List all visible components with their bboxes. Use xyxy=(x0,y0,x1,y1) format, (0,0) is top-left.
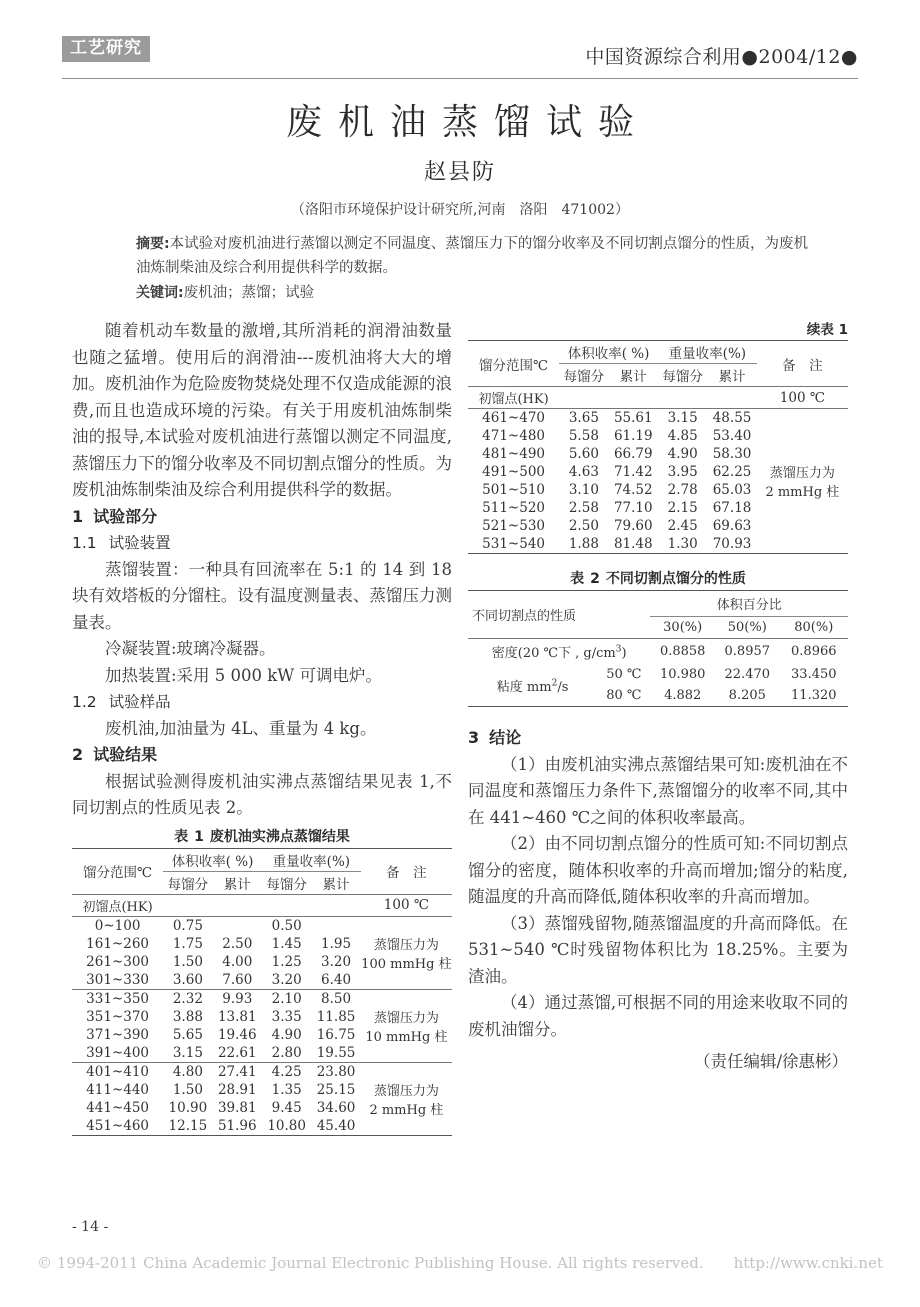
cell-wt-each: 1.30 xyxy=(667,536,698,552)
cell-value: 22.470 xyxy=(724,667,771,682)
cell-range: 481~490 xyxy=(482,446,546,462)
table-2-col-group: 体积百分比 xyxy=(650,591,848,617)
table-1-col-weight: 重量收率(%) xyxy=(262,848,361,871)
subsection-1-1-title: 试验装置 xyxy=(108,534,171,552)
note-line-1: 蒸馏压力为 xyxy=(373,1010,439,1026)
table-1-header-row-1 xyxy=(72,848,452,871)
table-1-col-range: 馏分范围℃ xyxy=(83,865,153,881)
cell-range: 261~300 xyxy=(86,953,150,970)
paragraph-1-2-1: 废机油,加油量为 4L、重量为 4 kg。 xyxy=(105,718,377,738)
table-1-cont-initial-note: 100 ℃ xyxy=(779,389,825,406)
cell-wt-each: 2.15 xyxy=(667,500,698,516)
table-1-cont-sub-wt-each: 每馏分 xyxy=(662,369,703,385)
table-2-caption-number: 2 xyxy=(590,571,600,587)
note-line-1: 蒸馏压力为 xyxy=(373,1083,439,1099)
cell-note xyxy=(361,1062,452,1135)
section-2-number: 2 xyxy=(72,745,84,764)
section-banner: 工艺研究 xyxy=(62,36,150,62)
conclusion-1: （1）由废机油实沸点蒸馏结果可知:废机油在不同温度和蒸馏压力条件下,蒸馏馏分的收率不同,其中在 441~460 ℃之间的体积收率最高。 xyxy=(468,754,848,827)
cell-vol-cum: 13.81 xyxy=(217,1008,257,1025)
table-1-continuation-label: 续表 1 xyxy=(806,322,848,338)
table-1-col-volume: 体积收率( %) xyxy=(163,848,262,871)
table-row xyxy=(468,409,848,428)
cell-range: 391~400 xyxy=(86,1044,150,1061)
cell-wt-each: 1.45 xyxy=(271,935,302,952)
cell-value: 0.8966 xyxy=(791,644,837,659)
keywords-label: 关键词: xyxy=(136,285,184,301)
page-header xyxy=(62,36,858,74)
cell-vol-each: 4.63 xyxy=(568,464,599,480)
cell-range: 441~450 xyxy=(86,1099,150,1116)
cell-range: 331~350 xyxy=(86,990,150,1007)
cell-vol-each: 2.50 xyxy=(568,518,599,534)
cell-range: 411~440 xyxy=(86,1081,150,1098)
cell-vol-each: 0.75 xyxy=(172,917,203,934)
cell-wt-cum: 69.63 xyxy=(712,518,752,534)
cell-range: 451~460 xyxy=(86,1117,150,1134)
table-1-cont-col-note: 备 注 xyxy=(782,357,823,374)
cell-wt-cum: 11.85 xyxy=(316,1008,356,1025)
cell-range: 461~470 xyxy=(482,410,546,426)
cell-wt-cum: 70.93 xyxy=(712,536,752,552)
cell-vol-cum: 71.42 xyxy=(613,464,653,480)
cell-vol-cum: 7.60 xyxy=(222,971,253,988)
cell-value: 0.8957 xyxy=(724,644,771,659)
cell-wt-cum: 53.40 xyxy=(712,428,752,444)
cell-wt-cum: 6.40 xyxy=(321,971,352,988)
table-1-cont-header-row-1 xyxy=(468,341,848,364)
cell-range: 501~510 xyxy=(482,482,546,498)
table-2-sub-col-50: 50(%) xyxy=(727,620,767,635)
cell-vol-cum: 4.00 xyxy=(222,953,253,970)
table-1-cont-sub-wt-cum: 累计 xyxy=(718,369,746,385)
table-1-caption-label: 表 xyxy=(174,828,189,845)
viscosity-label-suffix: /s xyxy=(557,679,569,695)
cell-vol-cum: 2.50 xyxy=(222,935,253,952)
cell-property-density xyxy=(468,639,650,665)
cell-vol-each: 3.65 xyxy=(568,410,599,426)
intro-paragraph: 随着机动车数量的激增,其所消耗的润滑油数量也随之猛增。使用后的润滑油---废机油将大大的增加。废机油作为危险废物焚烧处理不仅造成能源的浪费,而且也造成环境的污染。有关于用废机油炼制柴油的报导,本试验对废机油进行蒸馏以测定不同温度,蒸馏压力下的馏分收率及不同切割点馏分的性质。为废机油炼制柴油及综合利用提供科学的数据。 xyxy=(72,321,452,499)
cell-range: 491~500 xyxy=(482,464,546,480)
cell-note xyxy=(361,989,452,1062)
cell-vol-cum: 19.46 xyxy=(217,1026,257,1043)
cell-vol-cum xyxy=(213,916,262,935)
cell-wt-each: 3.95 xyxy=(667,464,698,480)
editor-credit: （责任编辑/徐惠彬） xyxy=(693,1052,848,1071)
table-2-caption-title: 不同切割点馏分的性质 xyxy=(605,571,746,587)
table-1-cont-col-weight: 重量收率(%) xyxy=(658,341,757,364)
subsection-heading-1-1 xyxy=(72,530,452,557)
cell-temperature: 80 ℃ xyxy=(606,688,642,703)
viscosity-label-sup: 2 xyxy=(551,678,558,689)
keywords-block xyxy=(136,281,808,305)
table-1-cont-sub-vol-each: 每馏分 xyxy=(563,369,605,385)
cell-range: 371~390 xyxy=(86,1026,150,1043)
table-1-sub-wt-each: 每馏分 xyxy=(266,876,307,893)
cell-wt-each: 1.25 xyxy=(271,953,302,970)
cell-temperature: 50 ℃ xyxy=(606,667,642,682)
author-name: 赵县防 xyxy=(423,160,496,185)
cell-range: 301~330 xyxy=(86,971,150,988)
cell-value: 33.450 xyxy=(791,667,837,682)
right-column xyxy=(468,318,848,1076)
section-2-title: 试验结果 xyxy=(93,745,158,764)
table-1-cont-col-volume: 体积收率( %) xyxy=(559,341,658,364)
table-1-sub-vol-each: 每馏分 xyxy=(167,876,209,893)
subsection-1-1-number: 1.1 xyxy=(72,534,97,552)
table-1-cont-body xyxy=(468,387,848,554)
cell-vol-each: 3.15 xyxy=(172,1044,203,1061)
cell-value: 8.205 xyxy=(728,688,766,703)
cell-vol-each: 10.90 xyxy=(168,1099,208,1116)
cell-note xyxy=(757,409,848,554)
cell-wt-cum: 34.60 xyxy=(316,1099,356,1116)
cell-vol-each: 5.65 xyxy=(172,1026,203,1043)
section-heading-2 xyxy=(72,742,452,769)
table-1-initial-note: 100 ℃ xyxy=(383,897,429,913)
cell-range: 471~480 xyxy=(482,428,546,444)
cell-wt-each: 3.35 xyxy=(271,1008,302,1025)
section-heading-1 xyxy=(72,504,452,531)
table-row xyxy=(72,894,452,916)
cell-wt-cum xyxy=(311,916,360,935)
cell-wt-cum: 1.95 xyxy=(321,935,352,952)
cell-vol-cum: 39.81 xyxy=(217,1099,257,1116)
cell-wt-each: 2.45 xyxy=(667,518,698,534)
table-2-sub-col-80: 80(%) xyxy=(794,620,834,635)
author-affiliation: （洛阳市环境保护设计研究所,河南 洛阳 471002） xyxy=(291,202,629,218)
table-1-head xyxy=(72,848,452,894)
table-1-body xyxy=(72,894,452,1135)
note-line-1: 蒸馏压力为 xyxy=(373,937,439,953)
density-label-prefix: 密度(20 ℃下 , g/cm xyxy=(491,646,616,661)
table-1-initial-label: 初馏点(HK) xyxy=(82,899,153,915)
table-1-sub-vol-cum: 累计 xyxy=(223,876,251,893)
table-2 xyxy=(468,590,848,707)
cell-value: 11.320 xyxy=(791,688,837,703)
cell-vol-each: 2.58 xyxy=(568,500,599,516)
cell-wt-cum: 62.25 xyxy=(712,464,752,480)
table-1-sub-wt-cum: 累计 xyxy=(322,876,350,893)
cell-note xyxy=(361,916,452,989)
cell-wt-cum: 45.40 xyxy=(316,1117,356,1134)
viscosity-label-prefix: 粘度 mm xyxy=(496,679,552,695)
cell-range: 401~410 xyxy=(86,1063,150,1080)
cell-vol-each: 3.88 xyxy=(172,1008,203,1025)
table-row xyxy=(468,664,848,685)
cell-wt-cum: 25.15 xyxy=(316,1081,356,1098)
cell-vol-cum: 79.60 xyxy=(613,518,653,534)
table-2-body xyxy=(468,639,848,707)
paragraph-1-1-2: 冷凝装置:玻璃冷凝器。 xyxy=(105,639,276,658)
paragraph-1-1-3: 加热装置:采用 5 000 kW 可调电炉。 xyxy=(105,665,382,685)
table-1-cont-initial-label: 初馏点(HK) xyxy=(478,392,549,407)
cell-wt-cum: 8.50 xyxy=(321,990,352,1007)
cell-wt-each: 10.80 xyxy=(267,1117,306,1134)
table-2-sub-col-30: 30(%) xyxy=(663,620,703,635)
conclusion-3: （3）蒸馏残留物,随蒸馏温度的升高而降低。在 531~540 ℃时残留物体积比为 18.25%。主要为渣油。 xyxy=(468,913,848,986)
cell-wt-each: 2.78 xyxy=(667,482,698,498)
cell-wt-each: 2.80 xyxy=(271,1044,302,1061)
keywords-text: 废机油；蒸馏；试验 xyxy=(183,285,315,301)
table-row xyxy=(72,1062,452,1081)
table-1-continued xyxy=(468,340,848,554)
cell-vol-each: 4.80 xyxy=(172,1063,203,1080)
table-row xyxy=(72,916,452,935)
table-1-caption xyxy=(72,826,452,846)
cell-value: 10.980 xyxy=(659,667,706,682)
cell-wt-each: 9.45 xyxy=(271,1099,302,1116)
cell-wt-each: 4.90 xyxy=(271,1026,302,1043)
subsection-1-2-title: 试验样品 xyxy=(108,693,171,711)
subsection-1-2-number: 1.2 xyxy=(72,693,97,711)
cell-wt-each: 2.10 xyxy=(271,990,302,1007)
abstract-label: 摘要: xyxy=(136,236,170,252)
cell-vol-cum: 81.48 xyxy=(613,536,653,552)
conclusion-2: （2）由不同切割点馏分的性质可知:不同切割点馏分的密度，随体积收率的升高而增加;馏分的粘度,随温度的升高而降低,随体积收率的升高而增加。 xyxy=(468,834,848,906)
abstract-block xyxy=(136,232,808,280)
cell-vol-each: 3.60 xyxy=(172,971,203,988)
cell-vol-cum: 55.61 xyxy=(613,410,653,426)
abstract-text: 本试验对废机油进行蒸馏以测定不同温度、蒸馏压力下的馏分收率及不同切割点馏分的性质，为废机油炼制柴油及综合利用提供科学的数据。 xyxy=(136,236,808,276)
paragraph-1-1-1: 蒸馏装置：一种具有回流率在 5:1 的 14 到 18 块有效塔板的分馏柱。设有温度测量表、蒸馏压力测量表。 xyxy=(72,559,452,632)
cell-wt-cum: 16.75 xyxy=(316,1026,356,1043)
cell-value: 0.8858 xyxy=(659,644,706,659)
cell-range: 161~260 xyxy=(86,935,150,952)
cell-wt-cum: 58.30 xyxy=(712,446,752,462)
page-title: 废机油蒸馏试验 xyxy=(285,102,650,143)
cell-vol-each: 1.50 xyxy=(172,1081,203,1098)
cell-vol-cum: 74.52 xyxy=(613,482,653,498)
cell-vol-each: 3.10 xyxy=(568,482,599,498)
table-1-caption-title: 废机油实沸点蒸馏结果 xyxy=(209,828,350,845)
cell-range: 351~370 xyxy=(86,1008,150,1025)
cell-vol-cum: 77.10 xyxy=(613,500,653,516)
cell-vol-cum: 51.96 xyxy=(217,1117,257,1134)
cell-wt-each: 3.15 xyxy=(667,410,698,426)
table-2-caption-label: 表 xyxy=(570,571,585,587)
section-3-title: 结论 xyxy=(489,728,522,747)
cell-vol-cum: 66.79 xyxy=(613,446,653,462)
table-row xyxy=(72,989,452,1008)
table-1-col-note: 备 注 xyxy=(386,865,427,881)
cell-vol-cum: 27.41 xyxy=(217,1063,257,1080)
cell-wt-cum: 3.20 xyxy=(321,953,352,970)
cell-range: 521~530 xyxy=(482,518,546,534)
note-line-1: 蒸馏压力为 xyxy=(769,466,835,481)
cell-range: 511~520 xyxy=(482,500,546,516)
table-1-caption-number: 1 xyxy=(194,828,204,845)
page-number: - 14 - xyxy=(72,1219,109,1235)
header-divider xyxy=(62,78,858,79)
cell-wt-each: 4.90 xyxy=(667,446,698,462)
table-1 xyxy=(72,848,452,1136)
cell-property-viscosity xyxy=(468,664,597,707)
table-2-header-row-1 xyxy=(468,591,848,617)
density-label-suffix: ) xyxy=(621,646,627,661)
cell-wt-each: 1.35 xyxy=(271,1081,302,1098)
cell-wt-cum: 65.03 xyxy=(712,482,752,498)
conclusion-4: （4）通过蒸馏,可根据不同的用途来收取不同的废机油馏分。 xyxy=(468,993,848,1039)
density-label-sup: 3 xyxy=(615,644,622,655)
note-line-2: 10 mmHg 柱 xyxy=(365,1029,448,1045)
cell-vol-each: 1.75 xyxy=(172,935,203,952)
table-1-cont-head xyxy=(468,341,848,387)
cell-range: 531~540 xyxy=(482,536,546,552)
table-2-head xyxy=(468,591,848,639)
note-line-2: 2 mmHg 柱 xyxy=(369,1102,444,1118)
section-heading-3 xyxy=(468,725,848,752)
cell-vol-cum: 22.61 xyxy=(217,1044,257,1061)
section-1-title: 试验部分 xyxy=(93,506,158,526)
cell-value: 4.882 xyxy=(664,688,702,703)
cell-vol-each: 1.50 xyxy=(172,953,203,970)
note-line-2: 100 mmHg 柱 xyxy=(361,956,452,972)
cell-vol-cum: 28.91 xyxy=(217,1081,257,1098)
cell-wt-each: 4.85 xyxy=(667,428,698,444)
copyright-notice: © 1994-2011 China Academic Journal Electronic Publishing House. All rights reserved. http://www.cnki.net xyxy=(37,1254,883,1272)
cell-vol-each: 5.58 xyxy=(568,428,599,444)
section-3-number: 3 xyxy=(468,728,480,747)
table-1-cont-sub-vol-cum: 累计 xyxy=(619,369,647,385)
cell-range: 0~100 xyxy=(94,917,141,934)
cell-wt-each: 3.20 xyxy=(271,971,302,988)
note-line-2: 2 mmHg 柱 xyxy=(765,485,840,500)
cell-vol-each: 1.88 xyxy=(568,536,599,552)
cell-wt-cum: 67.18 xyxy=(712,500,752,516)
cell-wt-cum: 23.80 xyxy=(316,1063,356,1080)
cell-vol-each: 12.15 xyxy=(168,1117,208,1134)
cell-wt-each: 0.50 xyxy=(271,917,302,934)
section-1-number: 1 xyxy=(72,506,84,526)
table-2-col-property: 不同切割点的性质 xyxy=(472,609,577,624)
table-row xyxy=(468,639,848,665)
paragraph-2-1: 根据试验测得废机油实沸点蒸馏结果见表 1,不同切割点的性质见表 2。 xyxy=(72,771,452,817)
cell-vol-each: 2.32 xyxy=(172,990,203,1007)
subsection-heading-1-2 xyxy=(72,689,452,716)
left-column xyxy=(72,318,452,1136)
table-1-cont-col-range: 馏分范围℃ xyxy=(479,357,549,374)
cell-vol-cum: 61.19 xyxy=(613,428,653,444)
cell-wt-cum: 48.55 xyxy=(712,410,752,426)
table-row xyxy=(468,387,848,409)
cell-wt-each: 4.25 xyxy=(271,1063,302,1080)
cell-vol-each: 5.60 xyxy=(568,446,599,462)
cell-vol-cum: 9.93 xyxy=(222,990,253,1007)
journal-issue-line: 中国资源综合利用●2004/12● xyxy=(585,46,858,68)
table-2-caption xyxy=(468,568,848,588)
cell-wt-cum: 19.55 xyxy=(316,1044,356,1061)
